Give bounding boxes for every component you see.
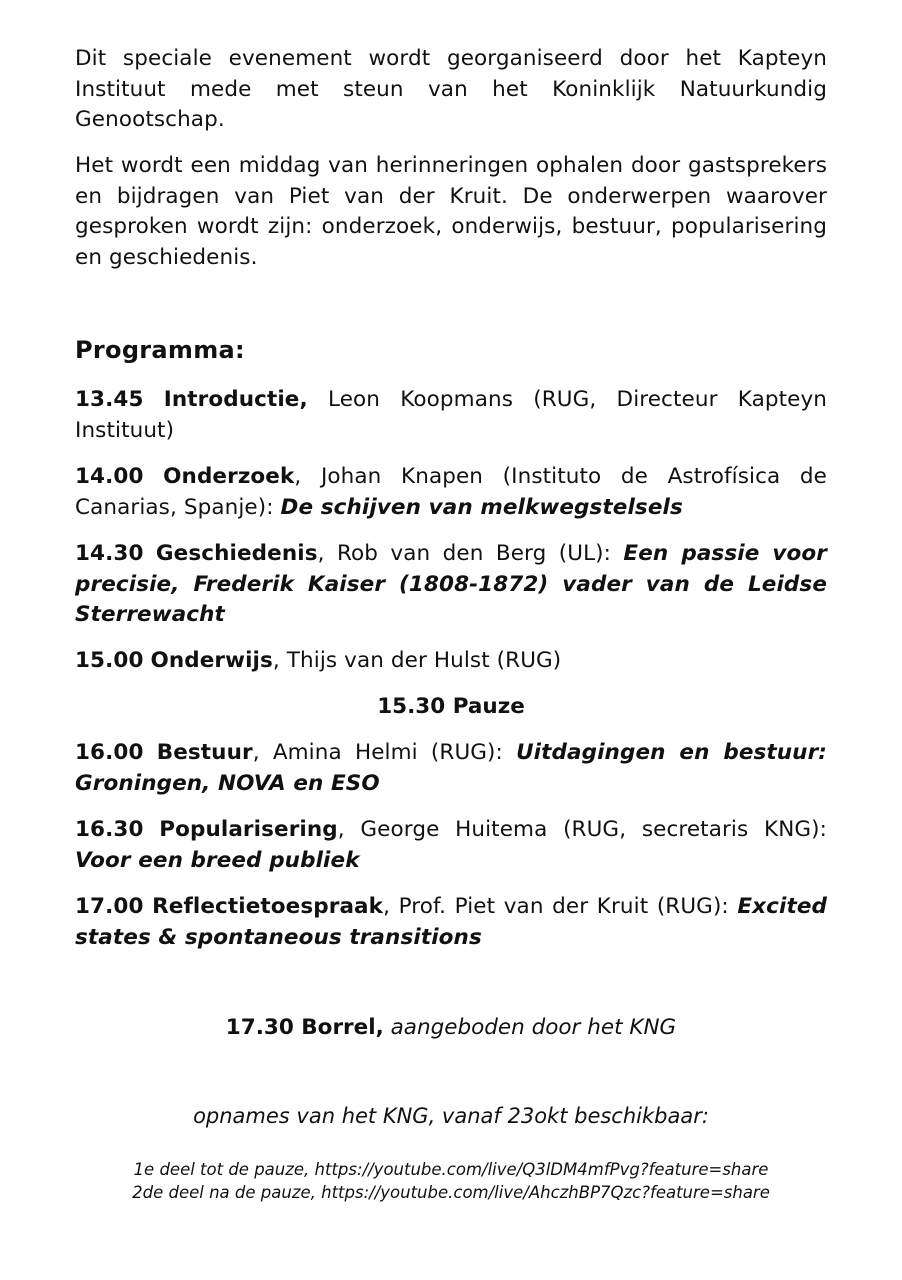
- recordings-links: [75, 1159, 827, 1204]
- program-time: 16.30: [75, 817, 144, 842]
- program-item-reflectietoespraak: [75, 892, 827, 953]
- program-heading: Programma:: [75, 336, 245, 364]
- program-topic: Geschiedenis: [155, 541, 318, 566]
- borrel-time: 17.30 Borrel,: [225, 1015, 384, 1040]
- program-time: 14.30: [75, 541, 144, 566]
- program-time: 16.00: [75, 740, 144, 765]
- program-item-introductie: [75, 385, 827, 446]
- recordings-heading: opnames van het KNG, vanaf 23okt beschikbaar:: [193, 1104, 709, 1128]
- program-topic: Bestuur: [156, 740, 253, 765]
- recording-link-part-2: 2de deel na de pauze, https://youtube.com/live/AhczhBP7Qzc?feature=share: [132, 1182, 770, 1202]
- program-pause: 15.30 Pauze: [377, 694, 525, 719]
- program-topic: Reflectietoespraak: [152, 894, 384, 919]
- program-topic: Onderzoek: [163, 464, 295, 489]
- borrel-line: [75, 1013, 827, 1043]
- intro-paragraph-organizers: Dit speciale evenement wordt georganiseerd door het Kapteyn Instituut mede met steun van het Koninklijk Natuurkundig Genootschap.: [75, 46, 827, 132]
- program-topic: Popularisering: [159, 817, 338, 842]
- program-item-onderzoek: [75, 462, 827, 523]
- borrel-description: aangeboden door het KNG: [383, 1015, 677, 1040]
- program-talk-title: Een passie voor precisie, Frederik Kaiser (1808-1872) vader van de Leidse Sterrewacht: [75, 541, 827, 627]
- program-speaker: Leon Koopmans (RUG, Directeur Kapteyn Instituut): [75, 387, 828, 443]
- program-talk-title: De schijven van melkwegstelsels: [280, 494, 683, 520]
- program-talk-title: Excited states & spontaneous transitions: [75, 894, 827, 950]
- program-time: 15.00: [75, 648, 144, 673]
- program-speaker: , Thijs van der Hulst (RUG): [272, 648, 562, 673]
- program-talk-title: Voor een breed publiek: [75, 847, 360, 873]
- program-time: 13.45: [75, 387, 144, 412]
- program-item-onderwijs: [75, 646, 827, 677]
- program-topic: Onderwijs: [150, 648, 273, 673]
- program-speaker: , George Huitema (RUG, secretaris KNG):: [337, 817, 827, 842]
- program-time: 14.00: [75, 464, 144, 489]
- program-item-popularisering: [75, 815, 827, 876]
- program-item-geschiedenis: [75, 539, 827, 631]
- recording-link-part-1: 1e deel tot de pauze, https://youtube.com/live/Q3lDM4mfPvg?feature=share: [133, 1160, 769, 1179]
- program-item-bestuur: [75, 738, 827, 799]
- intro-paragraph-topics: Het wordt een middag van herinneringen ophalen door gastsprekers en bijdragen van Piet van der Kruit. De onderwerpen waarover gesproken wordt zijn: onderzoek, onderwijs, bestuur, popularisering en geschiedenis.: [75, 153, 827, 270]
- program-speaker: , Rob van den Berg (UL):: [317, 541, 624, 566]
- program-speaker: , Johan Knapen (Instituto de Astrofísica de Canarias, Spanje):: [75, 464, 827, 520]
- program-talk-title: Uitdagingen en bestuur: Groningen, NOVA en ESO: [75, 740, 827, 796]
- program-topic: Introductie,: [163, 387, 308, 412]
- program-speaker: , Amina Helmi (RUG):: [252, 740, 517, 765]
- program-time: 17.00: [75, 894, 144, 919]
- program-speaker: , Prof. Piet van der Kruit (RUG):: [383, 894, 738, 919]
